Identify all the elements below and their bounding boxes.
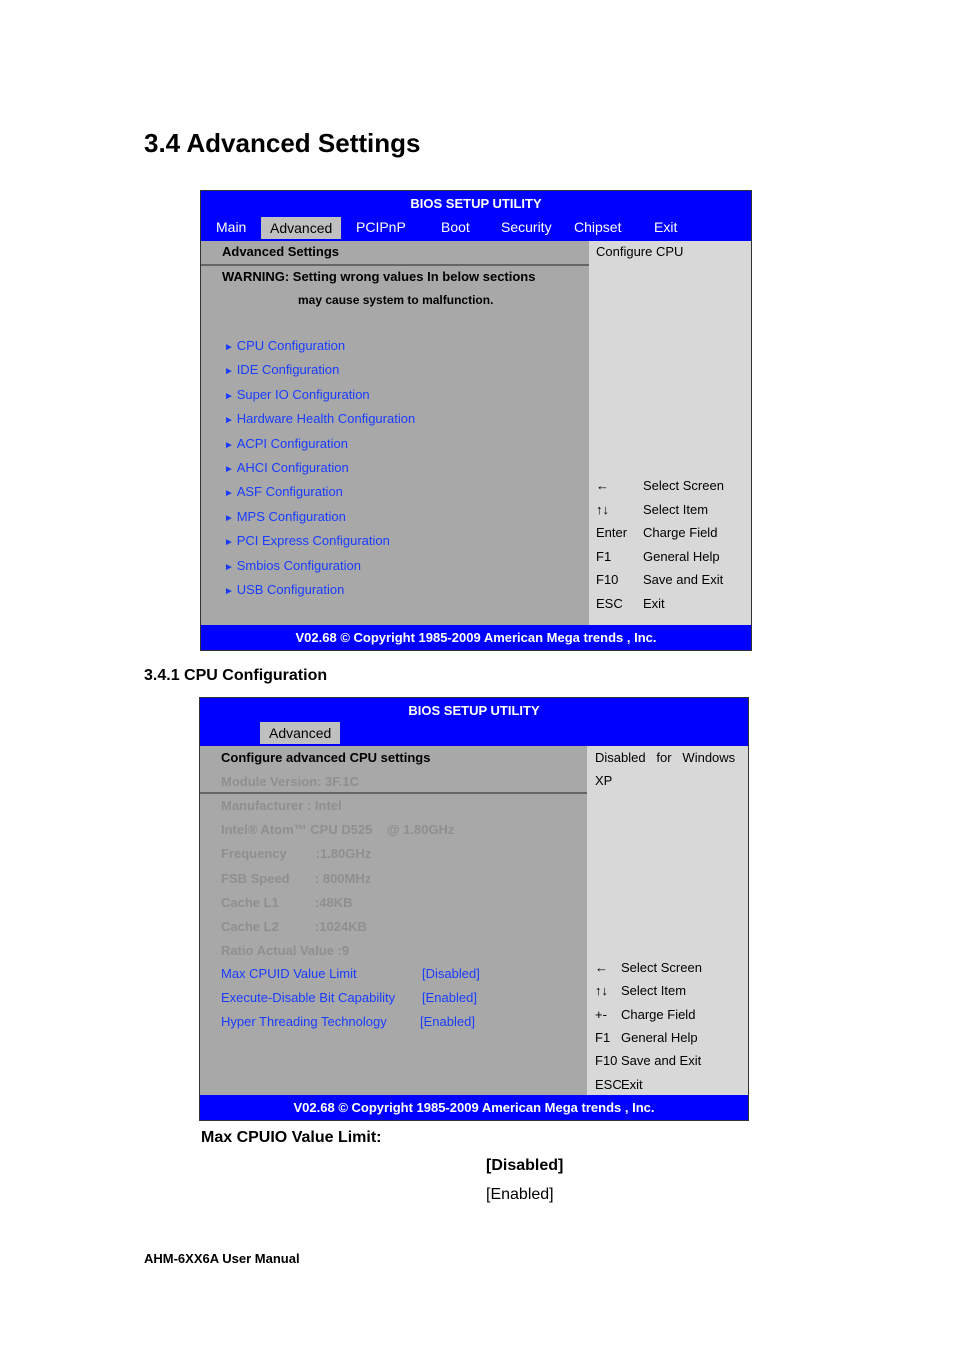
key-description: Save and Exit <box>621 1053 702 1069</box>
divider <box>201 264 590 266</box>
warning-line-2: may cause system to malfunction. <box>298 293 494 307</box>
menu-item-label: CPU Configuration <box>236 338 346 353</box>
menu-item-label: Smbios Configuration <box>236 557 361 573</box>
key-description: Select Screen <box>643 478 724 493</box>
divider <box>200 792 588 794</box>
key-name: ESC <box>595 1076 622 1092</box>
menu-exit[interactable]: Exit <box>654 219 678 235</box>
menu-item[interactable] <box>224 387 370 402</box>
key-name: ← <box>595 960 608 975</box>
bios-header <box>201 191 751 241</box>
setting-name[interactable]: Max CPUID Value Limit <box>221 966 357 981</box>
key-name: Enter <box>596 525 628 540</box>
help-text: Configure CPU <box>596 244 684 259</box>
bios-header <box>200 698 748 746</box>
key-name: ← <box>596 478 609 493</box>
key-description: General Help <box>643 548 720 564</box>
bios-cpu-screen <box>199 697 749 1121</box>
menu-item-label: Hardware Health Configuration <box>236 411 416 427</box>
bios-title: BIOS SETUP UTILITY <box>410 196 542 211</box>
menu-pcipnp[interactable]: PCIPnP <box>356 219 406 235</box>
option-value-default: [Disabled] <box>486 1157 564 1174</box>
menu-item-label: MPS Configuration <box>236 508 346 524</box>
menu-item-label: Super IO Configuration <box>236 386 370 402</box>
arrow-right-icon: ► <box>224 537 237 549</box>
cpu-info-line: FSB Speed : 800MHz <box>221 870 372 886</box>
arrow-right-icon: ► <box>224 390 237 402</box>
menu-item[interactable] <box>224 484 343 499</box>
key-description: General Help <box>621 1029 698 1045</box>
menu-item[interactable] <box>224 533 390 548</box>
menu-item[interactable] <box>224 436 348 451</box>
cpu-info-line: Ratio Actual Value :9 <box>221 943 350 959</box>
section-heading: 3.4.1 CPU Configuration <box>144 667 328 684</box>
warning-line-1: WARNING: Setting wrong values In below sections <box>222 269 536 284</box>
key-description: Exit <box>621 1076 643 1092</box>
key-description: Charge Field <box>621 1006 696 1022</box>
key-name: F1 <box>596 548 612 564</box>
help-text-line-2: XP <box>595 773 613 788</box>
menu-item[interactable] <box>224 338 345 353</box>
cpu-info-line: Frequency :1.80GHz <box>221 846 372 862</box>
bios-help-panel <box>589 241 751 626</box>
cpu-info-line: Cache L1 :48KB <box>221 894 353 910</box>
bios-help-panel <box>587 746 748 1096</box>
option-title: Max CPUIO Value Limit: <box>201 1129 382 1146</box>
arrow-right-icon: ► <box>224 342 237 353</box>
option-value-alt: [Enabled] <box>486 1186 554 1203</box>
menu-advanced[interactable]: Advanced <box>261 217 341 239</box>
key-description: Save and Exit <box>643 572 724 587</box>
menu-chipset[interactable]: Chipset <box>574 219 622 235</box>
menu-item[interactable] <box>224 460 349 475</box>
key-name: F10 <box>595 1053 618 1069</box>
arrow-right-icon: ► <box>224 415 237 427</box>
key-description: Select Item <box>643 501 709 517</box>
menu-item[interactable] <box>224 558 361 573</box>
key-name: ↑↓ <box>596 501 609 517</box>
key-name: F1 <box>595 1029 611 1045</box>
menu-item-label: ASF Configuration <box>236 484 343 500</box>
arrow-right-icon: ► <box>224 586 237 597</box>
menu-security[interactable]: Security <box>501 219 552 235</box>
arrow-right-icon: ► <box>224 439 237 451</box>
menu-main[interactable]: Main <box>216 219 247 235</box>
bios-copyright: V02.68 © Copyright 1985-2009 American Mega trends , Inc. <box>201 625 751 650</box>
menu-boot[interactable]: Boot <box>441 219 470 235</box>
help-text-line-1: Disabled for Windows <box>595 750 736 765</box>
key-name: ↑↓ <box>595 983 608 999</box>
menu-item[interactable] <box>224 362 339 377</box>
arrow-right-icon: ► <box>224 366 237 378</box>
bios-main-panel <box>201 241 591 626</box>
menu-item-label: PCI Express Configuration <box>236 533 390 549</box>
module-version: Module Version: 3F.1C <box>221 774 359 789</box>
setting-value[interactable]: [Enabled] <box>422 990 477 1005</box>
key-name: F10 <box>596 572 619 587</box>
setting-name[interactable]: Hyper Threading Technology <box>221 1014 387 1029</box>
menu-item[interactable] <box>224 411 415 426</box>
bios-advanced-screen <box>200 190 752 651</box>
menu-item-label: IDE Configuration <box>236 362 340 378</box>
menu-item-label: ACPI Configuration <box>236 435 348 451</box>
cpu-info-line: Cache L2 :1024KB <box>221 919 367 934</box>
bios-title: BIOS SETUP UTILITY <box>408 703 540 718</box>
arrow-right-icon: ► <box>224 561 237 573</box>
arrow-right-icon: ► <box>224 512 237 524</box>
key-name: +- <box>595 1006 607 1022</box>
setting-value[interactable]: [Enabled] <box>420 1014 475 1029</box>
arrow-right-icon: ► <box>224 464 237 475</box>
menu-item-label: AHCI Configuration <box>236 460 349 475</box>
key-description: Exit <box>643 595 665 611</box>
cpu-info-line: Manufacturer : Intel <box>221 798 342 813</box>
bios-main-panel <box>200 746 589 1096</box>
key-description: Charge Field <box>643 525 718 540</box>
key-description: Select Screen <box>621 960 702 975</box>
manual-footer: AHM-6XX6A User Manual <box>144 1251 300 1266</box>
section-title: Advanced Settings <box>222 244 340 259</box>
menu-item[interactable] <box>224 582 344 597</box>
cpu-info-line: Intel® Atom™ CPU D525 @ 1.80GHz <box>221 822 455 838</box>
menu-advanced[interactable]: Advanced <box>260 722 340 744</box>
key-description: Select Item <box>621 983 687 999</box>
arrow-right-icon: ► <box>224 488 237 500</box>
menu-item[interactable] <box>224 509 346 524</box>
bios-copyright: V02.68 © Copyright 1985-2009 American Mega trends , Inc. <box>200 1095 748 1120</box>
page-title: 3.4 Advanced Settings <box>144 128 421 158</box>
setting-value[interactable]: [Disabled] <box>422 966 480 981</box>
section-title: Configure advanced CPU settings <box>221 750 431 765</box>
menu-item-label: USB Configuration <box>236 582 345 597</box>
key-name: ESC <box>596 595 623 611</box>
setting-name[interactable]: Execute-Disable Bit Capability <box>221 990 396 1005</box>
